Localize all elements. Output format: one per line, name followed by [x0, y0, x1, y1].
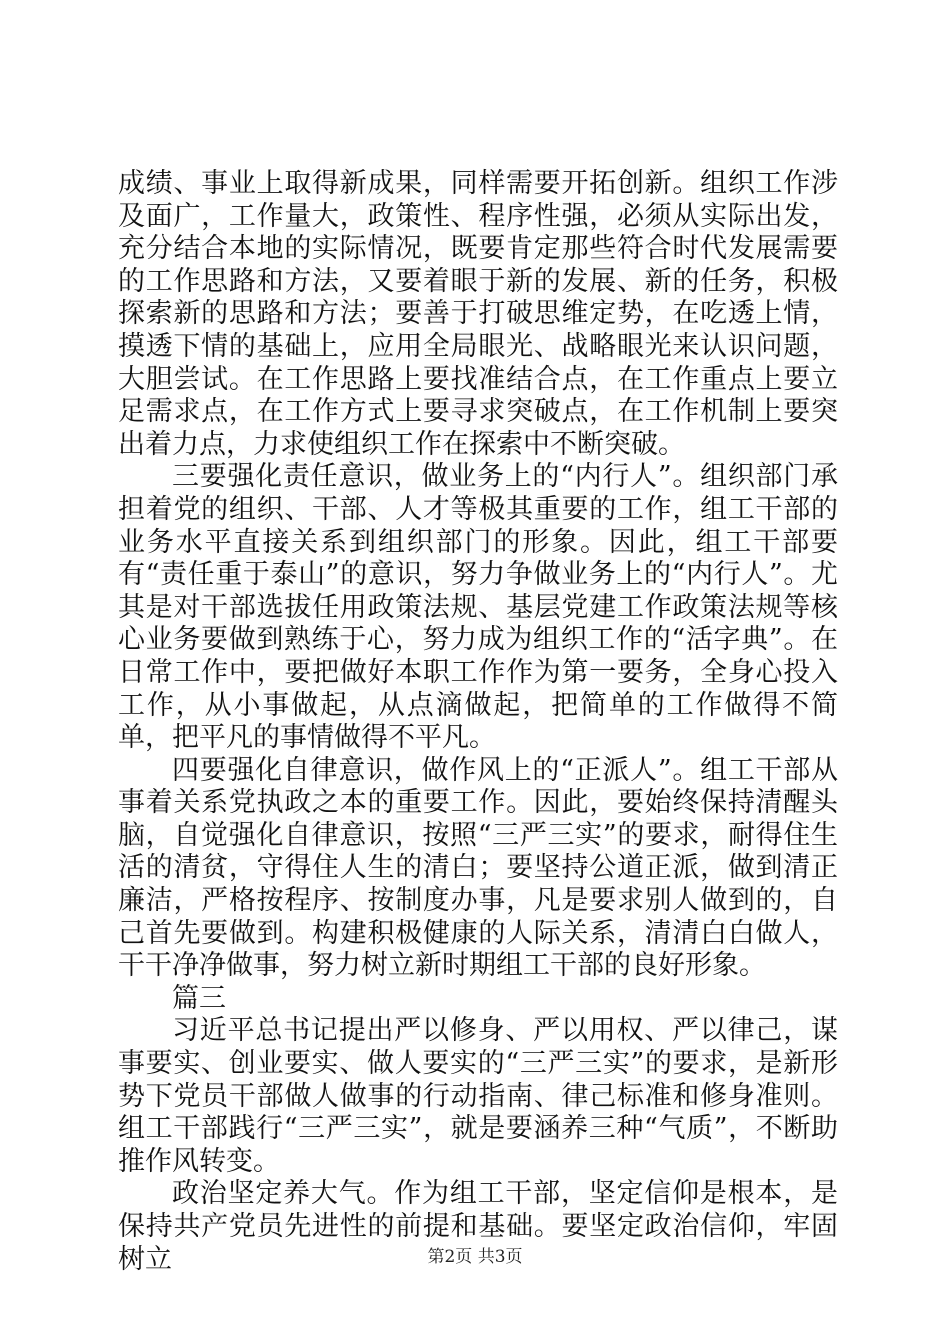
paragraph-three-stricts: 习近平总书记提出严以修身、严以用权、严以律己，谋事要实、创业要实、做人要实的“三严三实”的要求，是新形势下党员干部做人做事的行动指南、律己标准和修身准则。组工干部践行“三严三实”，就是要涵养三种“气质”，不断助推作风转变。: [118, 1015, 838, 1177]
paragraph-responsibility: 三要强化责任意识，做业务上的“内行人”。组织部门承担着党的组织、干部、人才等极其重要的工作，组工干部的业务水平直接关系到组织部门的形象。因此，组工干部要有“责任重于泰山”的意识，努力争做业务上的“内行人”。尤其是对干部选拔任用政策法规、基层党建工作政策法规等核心业务要做到熟练于心，努力成为组织工作的“活字典”。在日常工作中，要把做好本职工作作为第一要务，全身心投入工作，从小事做起，从点滴做起，把简单的工作做得不简单，把平凡的事情做得不平凡。: [118, 461, 838, 754]
section-heading: 篇三: [172, 982, 226, 1014]
paragraph-continued: 成绩、事业上取得新成果，同样需要开拓创新。组织工作涉及面广，工作量大，政策性、程序性强，必须从实际出发，充分结合本地的实际情况，既要肯定那些符合时代发展需要的工作思路和方法，又要着眼于新的发展、新的任务，积极探索新的思路和方法；要善于打破思维定势，在吃透上情，摸透下情的基础上，应用全局眼光、战略眼光来认识问题，大胆尝试。在工作思路上要找准结合点，在工作重点上要立足需求点，在工作方式上要寻求突破点，在工作机制上要突出着力点，力求使组织工作在探索中不断突破。: [118, 168, 838, 460]
paragraph-self-discipline: 四要强化自律意识，做作风上的“正派人”。组工干部从事着关系党执政之本的重要工作。因此，要始终保持清醒头脑，自觉强化自律意识，按照“三严三实”的要求，耐得住生活的清贫，守得住人生的清白；要坚持公道正派，做到清正廉洁，严格按程序、按制度办事，凡是要求别人做到的，自己首先要做到。构建积极健康的人际关系，清清白白做人，干干净净做事，努力树立新时期组工干部的良好形象。: [118, 754, 838, 982]
page-number-footer: 第2页 共3页: [427, 1247, 523, 1267]
document-body: [118, 168, 838, 1276]
paragraph-political-firmness: 政治坚定养大气。作为组工干部，坚定信仰是根本，是保持共产党员先进性的前提和基础。要坚定政治信仰，牢固树立: [118, 1178, 838, 1275]
